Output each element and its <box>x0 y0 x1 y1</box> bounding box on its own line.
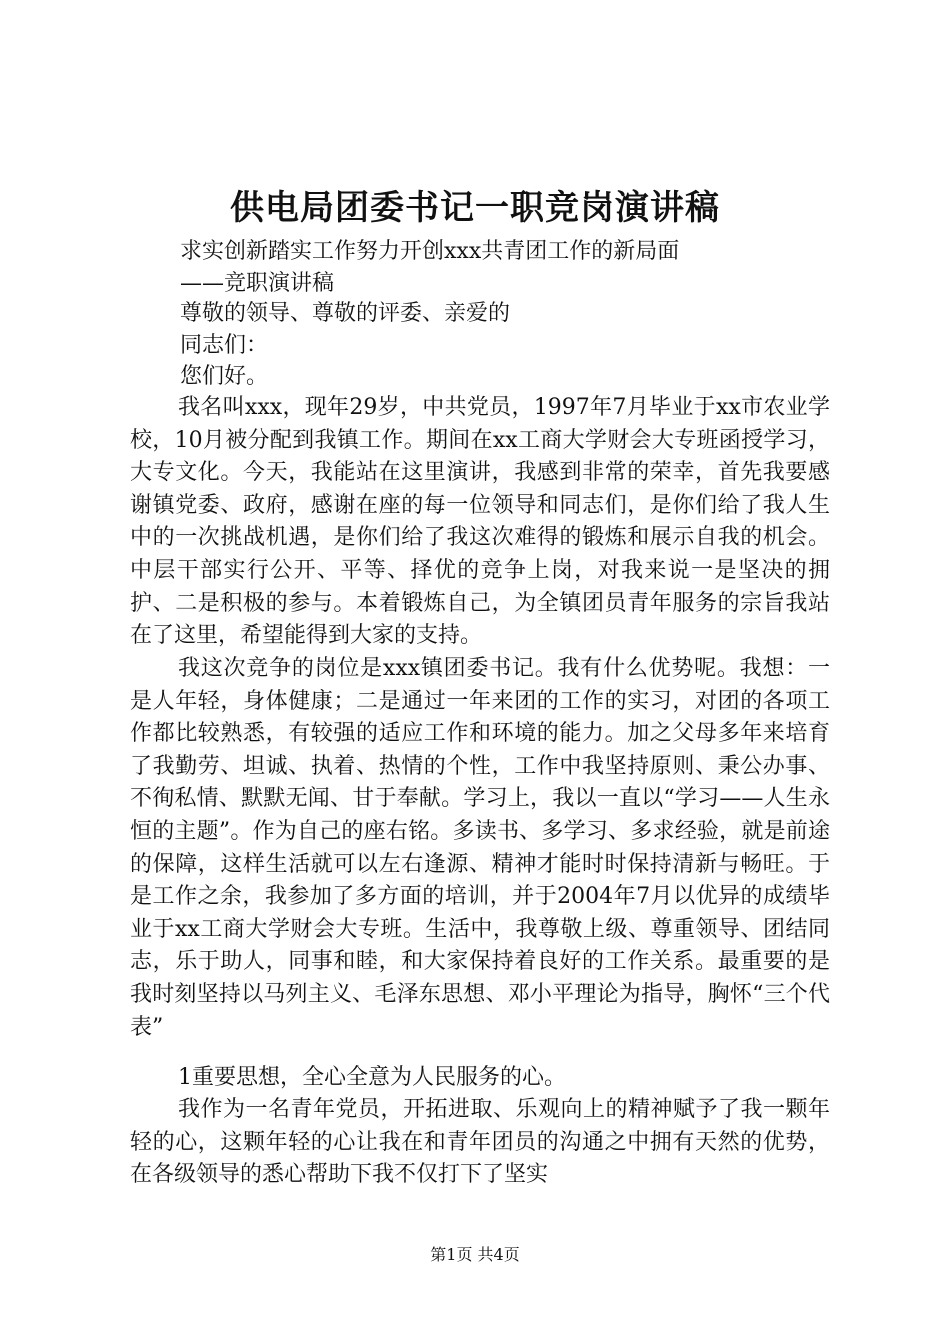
document-title: 供电局团委书记一职竞岗演讲稿 <box>230 188 720 228</box>
page-footer: 第1页 共4页 <box>430 1245 520 1264</box>
paragraph-2: 我这次竞争的岗位是xxx镇团委书记。我有什么优势呢。我想：一是人年轻，身体健康；二是通过一年来团的工作的实习，对团的各项工作都比较熟悉，有较强的适应工作和环境的能力。加之父母多年来培育了我勤劳、坦诚、执着、热情的个性，工作中我坚持原则、秉公办事、不徇私情、默默无闻、甘于奉献。学习上，我以一直以“学习——人生永恒的主题”。作为自己的座右铭。多读书、多学习、多求经验，就是前途的保障，这样生活就可以左右逢源、精神才能时时保持清新与畅旺。于是工作之余，我参加了多方面的培训，并于2004年7月以优异的成绩毕业于xx工商大学财会大专班。生活中，我尊敬上级、尊重领导、团结同志，乐于助人，同事和睦，和大家保持着良好的工作关系。最重要的是我时刻坚持以马列主义、毛泽东思想、邓小平理论为指导，胸怀“三个代表” <box>130 656 830 1040</box>
subtitle-line-2: ——竞职演讲稿 <box>180 271 335 296</box>
subtitle-line-1: 求实创新踏实工作努力开创xxx共青团工作的新局面 <box>180 239 680 264</box>
salutation-line-2: 同志们： <box>180 333 269 358</box>
salutation-line-1: 尊敬的领导、尊敬的评委、亲爱的 <box>180 301 511 326</box>
paragraph-4: 我作为一名青年党员，开拓进取、乐观向上的精神赋予了我一颗年轻的心，这颗年轻的心让我在和青年团员的沟通之中拥有天然的优势，在各级领导的悉心帮助下我不仅打下了坚实 <box>130 1097 830 1188</box>
paragraph-3: 1重要思想，全心全意为人民服务的心。 <box>178 1065 566 1090</box>
paragraph-1: 我名叫xxx，现年29岁，中共党员，1997年7月毕业于xx市农业学校，10月被分配到我镇工作。期间在xx工商大学财会大专班函授学习，大专文化。今天，我能站在这里演讲，我感到非常的荣幸，首先我要感谢镇党委、政府，感谢在座的每一位领导和同志们，是你们给了我人生中的一次挑战机遇，是你们给了我这次难得的锻炼和展示自我的机会。中层干部实行公开、平等、择优的竞争上岗，对我来说一是坚决的拥护、二是积极的参与。本着锻炼自己，为全镇团员青年服务的宗旨我站在了这里，希望能得到大家的支持。 <box>130 395 830 649</box>
greeting: 您们好。 <box>180 364 269 389</box>
